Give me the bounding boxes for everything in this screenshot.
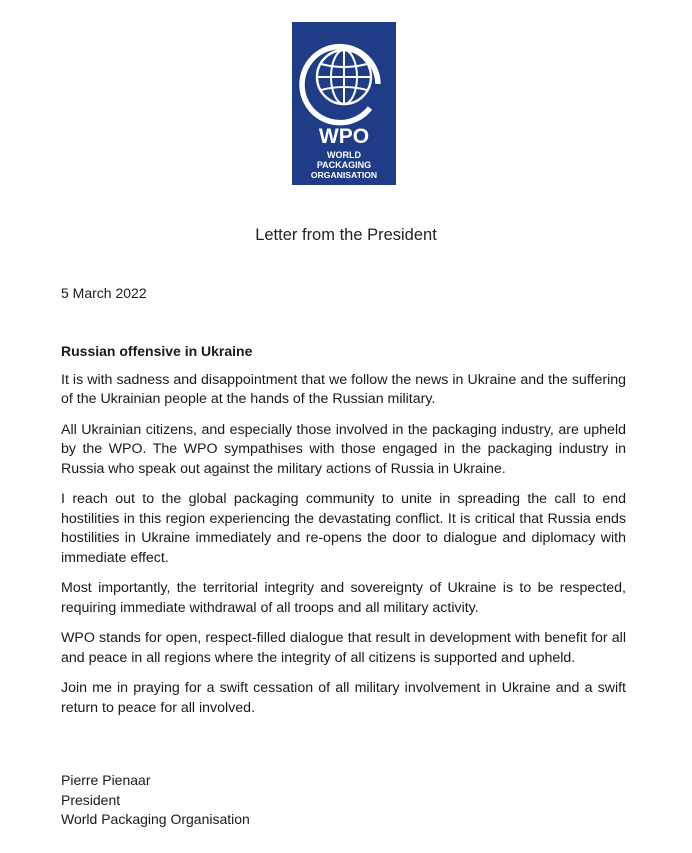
- globe-icon: [292, 22, 396, 185]
- logo-acronym: WPO: [318, 125, 370, 148]
- letter-title: Letter from the President: [255, 226, 437, 244]
- signatory-name: Pierre Pienaar: [61, 772, 151, 788]
- paragraph: It is with sadness and disappointment that we follow the news in Ukraine and the suffering of the Ukrainian people at the hands of the Russian military.: [61, 371, 626, 407]
- letter-date: 5 March 2022: [61, 285, 147, 301]
- paragraph: I reach out to the global packaging community to unite in spreading the call to end hostilities in this region experiencing the devastating conflict. It is critical that Russia ends hostilities in Ukraine immediately and re-opens the door to dialogue and diplomacy with immediate effect.: [61, 491, 626, 566]
- paragraph: Most importantly, the territorial integrity and sovereignty of Ukraine is to be respected, requiring immediate withdrawal of all troops and all military activity.: [61, 580, 626, 616]
- letter-heading: Russian offensive in Ukraine: [61, 343, 253, 359]
- letter-body: [61, 342, 626, 729]
- signature-block: [61, 771, 250, 830]
- logo-line-2: PACKAGING: [316, 160, 372, 170]
- signatory-role: President: [61, 791, 121, 808]
- paragraph: All Ukrainian citizens, and especially those involved in the packaging industry, are upheld by the WPO. The WPO sympathises with those engaged in the packaging industry in Russia who speak out against the military actions of Russia in Ukraine.: [61, 421, 626, 477]
- paragraph: Join me in praying for a swift cessation of all military involvement in Ukraine and a swift return to peace for all involved.: [61, 680, 626, 716]
- wpo-logo: [292, 22, 396, 185]
- paragraph: WPO stands for open, respect-filled dialogue that result in development with benefit for all and peace in all regions where the integrity of all citizens is supported and upheld.: [61, 630, 626, 666]
- logo-line-3: ORGANISATION: [310, 170, 378, 180]
- signatory-organisation: World Packaging Organisation: [61, 811, 250, 827]
- logo-line-1: WORLD: [327, 150, 361, 160]
